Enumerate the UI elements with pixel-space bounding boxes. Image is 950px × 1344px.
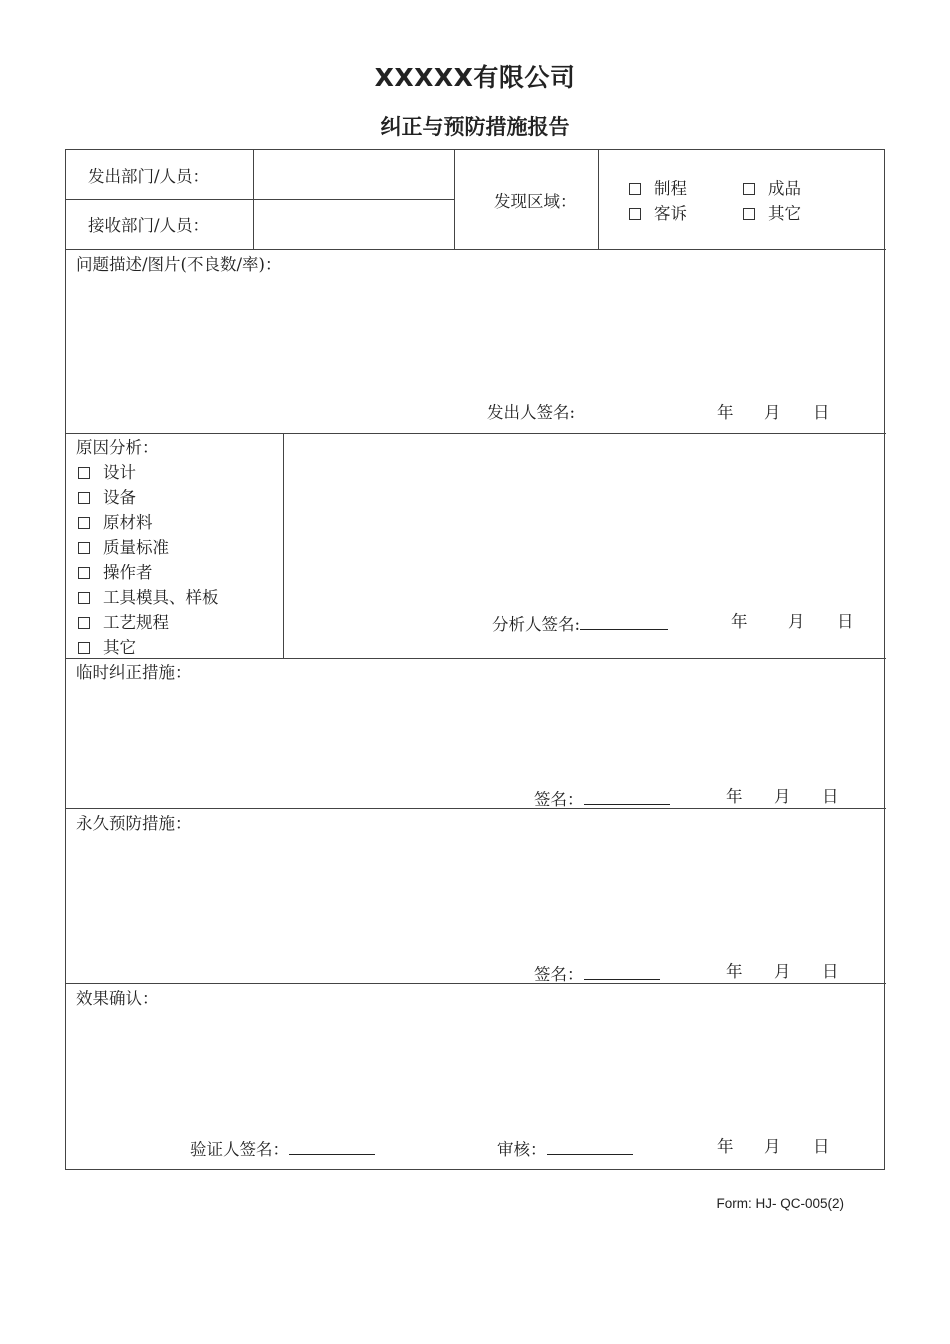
form-code: Form: HJ- QC-005(2)	[716, 1196, 844, 1211]
cause-option-other[interactable]: 其它	[78, 638, 136, 658]
checkbox-icon	[78, 542, 90, 554]
cause-label: 原因分析：	[76, 438, 159, 457]
checkbox-icon	[629, 183, 641, 195]
temporary-month: 月	[774, 787, 791, 806]
temporary-signer-label: 签名：	[534, 787, 670, 810]
review-signature-line[interactable]	[547, 1137, 633, 1155]
checkbox-icon	[743, 183, 755, 195]
problem-day: 日	[813, 403, 830, 422]
receiver-label: 接收部门/人员：	[88, 216, 210, 235]
cause-option-operator[interactable]: 操作者	[78, 563, 153, 583]
area-label: 发现区域：	[494, 192, 577, 211]
area-option-process[interactable]: 制程	[629, 179, 687, 199]
checkbox-icon	[78, 567, 90, 579]
checkbox-icon	[78, 517, 90, 529]
row-divider-problem	[66, 433, 886, 434]
col-divider-cause	[283, 433, 284, 658]
temporary-label: 临时纠正措施：	[76, 663, 192, 682]
permanent-year: 年	[726, 962, 743, 981]
area-option-other[interactable]: 其它	[743, 204, 801, 224]
problem-signer-label: 发出人签名:	[487, 403, 576, 422]
cause-option-equipment[interactable]: 设备	[78, 488, 136, 508]
row-divider-temporary	[66, 808, 886, 809]
permanent-day: 日	[822, 962, 839, 981]
cause-signer-label: 分析人签名:	[492, 612, 668, 635]
checkbox-icon	[78, 467, 90, 479]
verifier-signer-label: 验证人签名：	[190, 1137, 375, 1160]
cause-option-process-spec[interactable]: 工艺规程	[78, 613, 169, 633]
cause-year: 年	[731, 612, 748, 631]
cause-option-tooling[interactable]: 工具模具、样板	[78, 588, 219, 608]
verifier-signature-line[interactable]	[289, 1137, 375, 1155]
temporary-day: 日	[822, 787, 839, 806]
cause-month: 月	[788, 612, 805, 631]
problem-label: 问题描述/图片(不良数/率)：	[76, 255, 282, 274]
permanent-signer-label: 签名：	[534, 962, 660, 985]
cause-signature-line[interactable]	[580, 612, 668, 630]
report-form	[65, 149, 885, 1170]
sender-field[interactable]	[254, 150, 454, 199]
cause-option-quality-standard[interactable]: 质量标准	[78, 538, 169, 558]
effect-day: 日	[813, 1137, 830, 1156]
temporary-signature-line[interactable]	[584, 787, 670, 805]
checkbox-icon	[78, 617, 90, 629]
area-option-finished[interactable]: 成品	[743, 179, 801, 199]
cause-option-material[interactable]: 原材料	[78, 513, 153, 533]
permanent-label: 永久预防措施：	[76, 814, 192, 833]
checkbox-icon	[629, 208, 641, 220]
effect-month: 月	[764, 1137, 781, 1156]
review-label: 审核：	[497, 1137, 633, 1160]
effect-label: 效果确认：	[76, 989, 159, 1008]
col-divider-2	[454, 150, 455, 249]
effect-year: 年	[717, 1137, 734, 1156]
receiver-field[interactable]	[254, 200, 454, 249]
permanent-signature-line[interactable]	[584, 962, 660, 980]
report-title: 纠正与预防措施报告	[380, 115, 570, 139]
checkbox-icon	[743, 208, 755, 220]
checkbox-icon	[78, 492, 90, 504]
problem-year: 年	[717, 403, 734, 422]
row-divider-header	[66, 249, 886, 250]
area-option-complaint[interactable]: 客诉	[629, 204, 687, 224]
checkbox-icon	[78, 592, 90, 604]
checkbox-icon	[78, 642, 90, 654]
col-divider-3	[598, 150, 599, 249]
temporary-year: 年	[726, 787, 743, 806]
row-divider-permanent	[66, 983, 886, 984]
company-name: XXXXX有限公司	[374, 63, 576, 92]
row-divider-cause	[66, 658, 886, 659]
cause-day: 日	[837, 612, 854, 631]
sender-label: 发出部门/人员：	[88, 167, 210, 186]
permanent-month: 月	[774, 962, 791, 981]
problem-month: 月	[764, 403, 781, 422]
cause-option-design[interactable]: 设计	[78, 463, 136, 483]
